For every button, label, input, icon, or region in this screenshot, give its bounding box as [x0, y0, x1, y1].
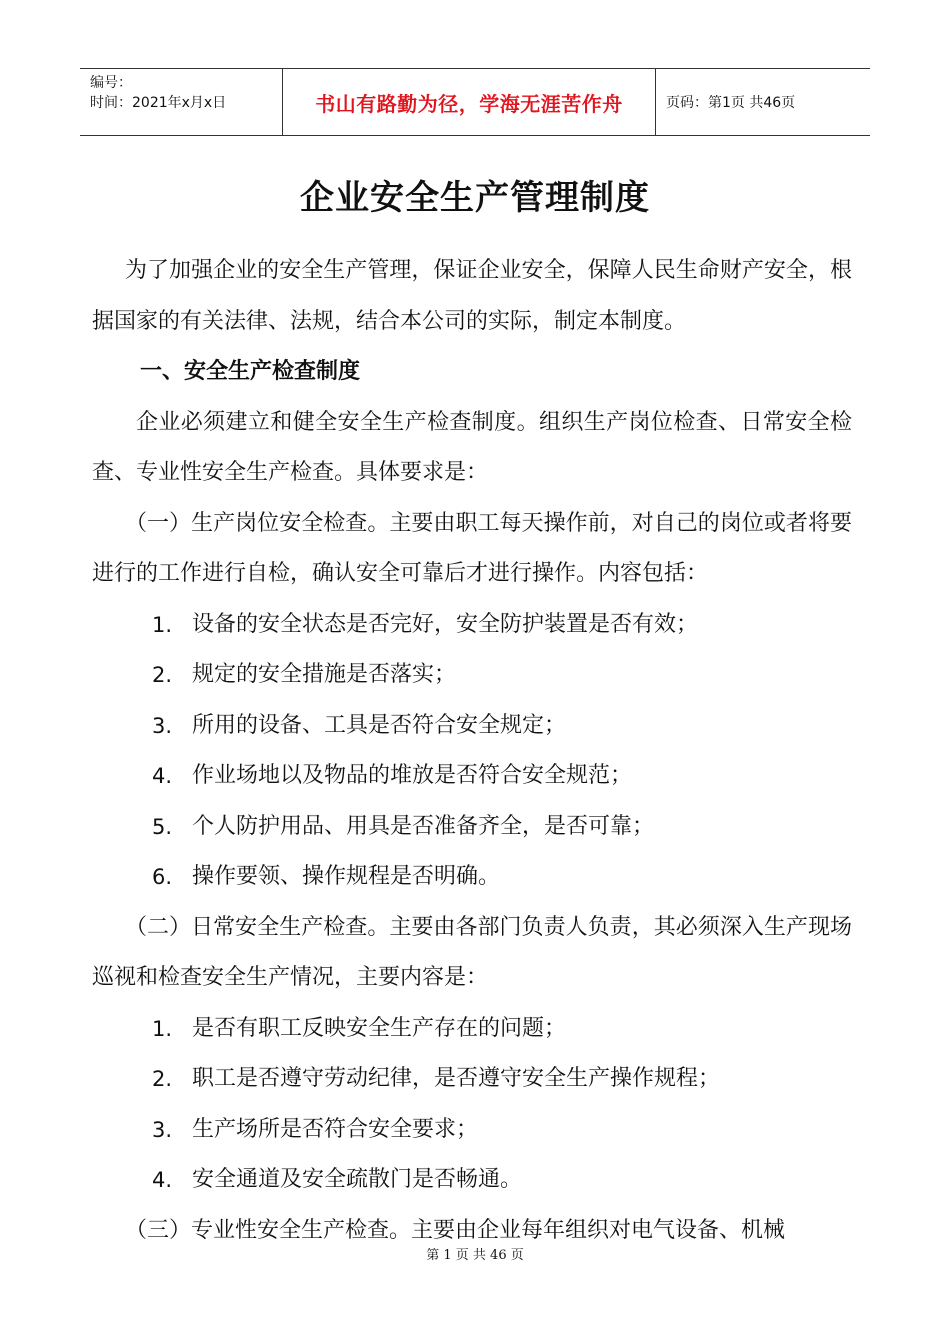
section-heading: 一、安全生产检查制度	[140, 359, 361, 384]
subsection-3-paragraph: （三）专业性安全生产检查。主要由企业每年组织对电气设备、机械	[125, 1217, 786, 1243]
header-page-info: 页码：第1页 共46页	[666, 95, 796, 111]
list-item	[92, 1105, 852, 1156]
list-item-number: 4.	[152, 764, 173, 788]
list-item	[92, 701, 852, 752]
list-item-number: 2.	[152, 1067, 173, 1091]
list-item	[92, 852, 852, 903]
list-item	[92, 1054, 852, 1105]
list-item-number: 4.	[152, 1168, 173, 1192]
list-item-text: 规定的安全措施是否落实；	[192, 662, 457, 687]
list-item	[92, 1004, 852, 1055]
subsection-1-list	[92, 600, 852, 903]
page-footer: 第 1 页 共 46 页	[426, 1248, 524, 1263]
list-item	[92, 802, 852, 853]
document-title: 企业安全生产管理制度	[300, 178, 650, 218]
list-item-text: 作业场地以及物品的堆放是否符合安全规范；	[192, 763, 633, 788]
list-item-number: 1.	[152, 1016, 173, 1041]
list-item-text: 安全通道及安全疏散门是否畅通。	[192, 1167, 523, 1192]
list-item	[92, 650, 852, 701]
list-item-number: 3.	[152, 1117, 173, 1142]
list-item	[92, 1155, 852, 1206]
list-item-text: 操作要领、操作规程是否明确。	[192, 864, 501, 889]
list-item-text: 生产场所是否符合安全要求；	[192, 1116, 479, 1142]
list-item-text: 个人防护用品、用具是否准备齐全，是否可靠；	[192, 813, 655, 839]
list-item-number: 1.	[152, 612, 173, 637]
subsection-1-paragraph: （一）生产岗位安全检查。主要由职工每天操作前，对自己的岗位或者将要进行的工作进行自检，确认安全可靠后才进行操作。内容包括：	[92, 510, 852, 586]
list-item-number: 3.	[152, 713, 173, 738]
section-paragraph: 企业必须建立和健全安全生产检查制度。组织生产岗位检查、日常安全检查、专业性安全生产检查。具体要求是：	[92, 409, 852, 485]
header-motto: 书山有路勤为径，学海无涯苦作舟	[282, 69, 656, 135]
header-number-label: 编号：	[90, 75, 132, 91]
list-item-text: 所用的设备、工具是否符合安全规定；	[192, 712, 567, 738]
document-body	[92, 246, 852, 1256]
list-item	[92, 751, 852, 802]
list-item	[92, 600, 852, 651]
list-item-number: 6.	[152, 865, 173, 889]
list-item-number: 5.	[152, 814, 173, 839]
subsection-2-list	[92, 1004, 852, 1206]
list-item-text: 职工是否遵守劳动纪律，是否遵守安全生产操作规程；	[192, 1066, 721, 1091]
header-meta	[80, 69, 282, 135]
list-item-number: 2.	[152, 663, 173, 687]
list-item-text: 是否有职工反映安全生产存在的问题；	[192, 1015, 567, 1041]
page-header	[80, 68, 870, 136]
intro-paragraph: 为了加强企业的安全生产管理，保证企业安全，保障人民生命财产安全，根据国家的有关法律、法规，结合本公司的实际，制定本制度。	[92, 258, 852, 334]
list-item-text: 设备的安全状态是否完好，安全防护装置是否有效；	[192, 611, 699, 637]
header-date: 时间：2021年x月x日	[90, 95, 227, 111]
subsection-2-paragraph: （二）日常安全生产检查。主要由各部门负责人负责，其必须深入生产现场巡视和检查安全生产情况，主要内容是：	[92, 914, 852, 990]
